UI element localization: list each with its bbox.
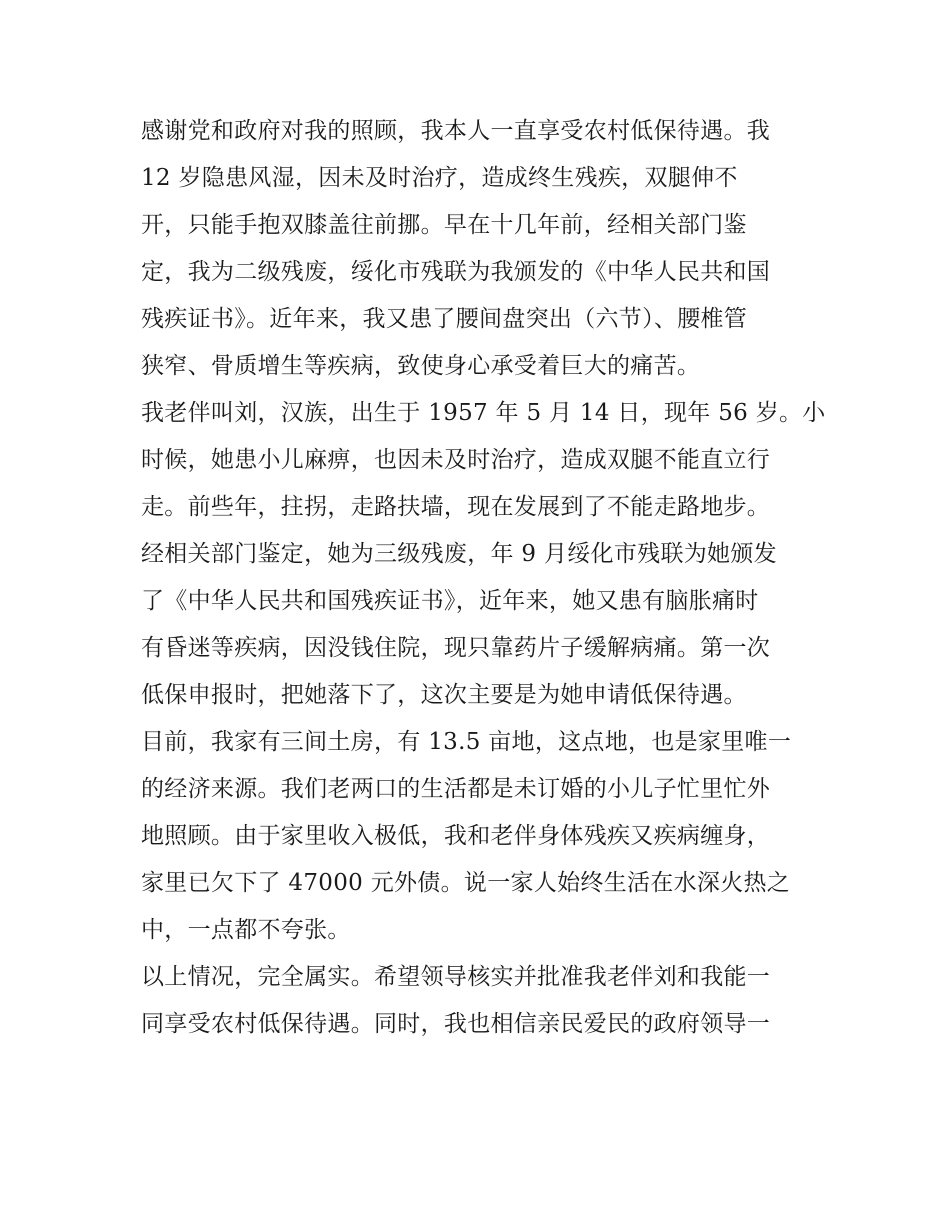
text-line: 感谢党和政府对我的照顾，我本人一直享受农村低保待遇。我 (141, 118, 771, 144)
text-line: 经相关部门鉴定，她为三级残废，年 9 月绥化市残联为她颁发 (141, 541, 777, 567)
text-line: 12 岁隐患风湿，因未及时治疗，造成终生残疾，双腿伸不 (141, 165, 738, 191)
text-line: 了《中华人民共和国残疾证书》，近年来，她又患有脑胀痛时 (141, 588, 759, 614)
text-line: 同享受农村低保待遇。同时，我也相信亲民爱民的政府领导一 (141, 1011, 771, 1037)
text-line: 地照顾。由于家里收入极低，我和老伴身体残疾又疾病缠身， (141, 823, 771, 849)
text-line: 时候，她患小儿麻痹，也因未及时治疗，造成双腿不能直立行 (141, 447, 771, 473)
text-line: 残疾证书》。近年来，我又患了腰间盘突出（六节）、腰椎管 (141, 306, 748, 332)
text-line: 开，只能手抱双膝盖往前挪。早在十几年前，经相关部门鉴 (141, 212, 747, 238)
text-line: 定，我为二级残废，绥化市残联为我颁发的《中华人民共和国 (141, 259, 771, 285)
text-line: 我老伴叫刘，汉族，出生于 1957 年 5 月 14 日，现年 56 岁。小 (141, 400, 826, 426)
text-line: 家里已欠下了 47000 元外债。说一家人始终生活在水深火热之 (141, 870, 791, 896)
text-line: 以上情况，完全属实。希望领导核实并批准我老伴刘和我能一 (141, 964, 771, 990)
text-line: 目前，我家有三间土房，有 13.5 亩地，这点地，也是家里唯一 (141, 729, 792, 755)
text-line: 中，一点都不夸张。 (141, 917, 351, 943)
text-line: 低保申报时，把她落下了，这次主要是为她申请低保待遇。 (141, 682, 747, 708)
text-line: 的经济来源。我们老两口的生活都是未订婚的小儿子忙里忙外 (141, 776, 771, 802)
letter-body (141, 108, 826, 1048)
text-line: 有昏迷等疾病，因没钱住院，现只靠药片子缓解病痛。第一次 (141, 635, 771, 661)
text-line: 走。前些年，拄拐，走路扶墙，现在发展到了不能走路地步。 (141, 494, 771, 520)
text-line: 狭窄、骨质增生等疾病，致使身心承受着巨大的痛苦。 (141, 353, 701, 379)
